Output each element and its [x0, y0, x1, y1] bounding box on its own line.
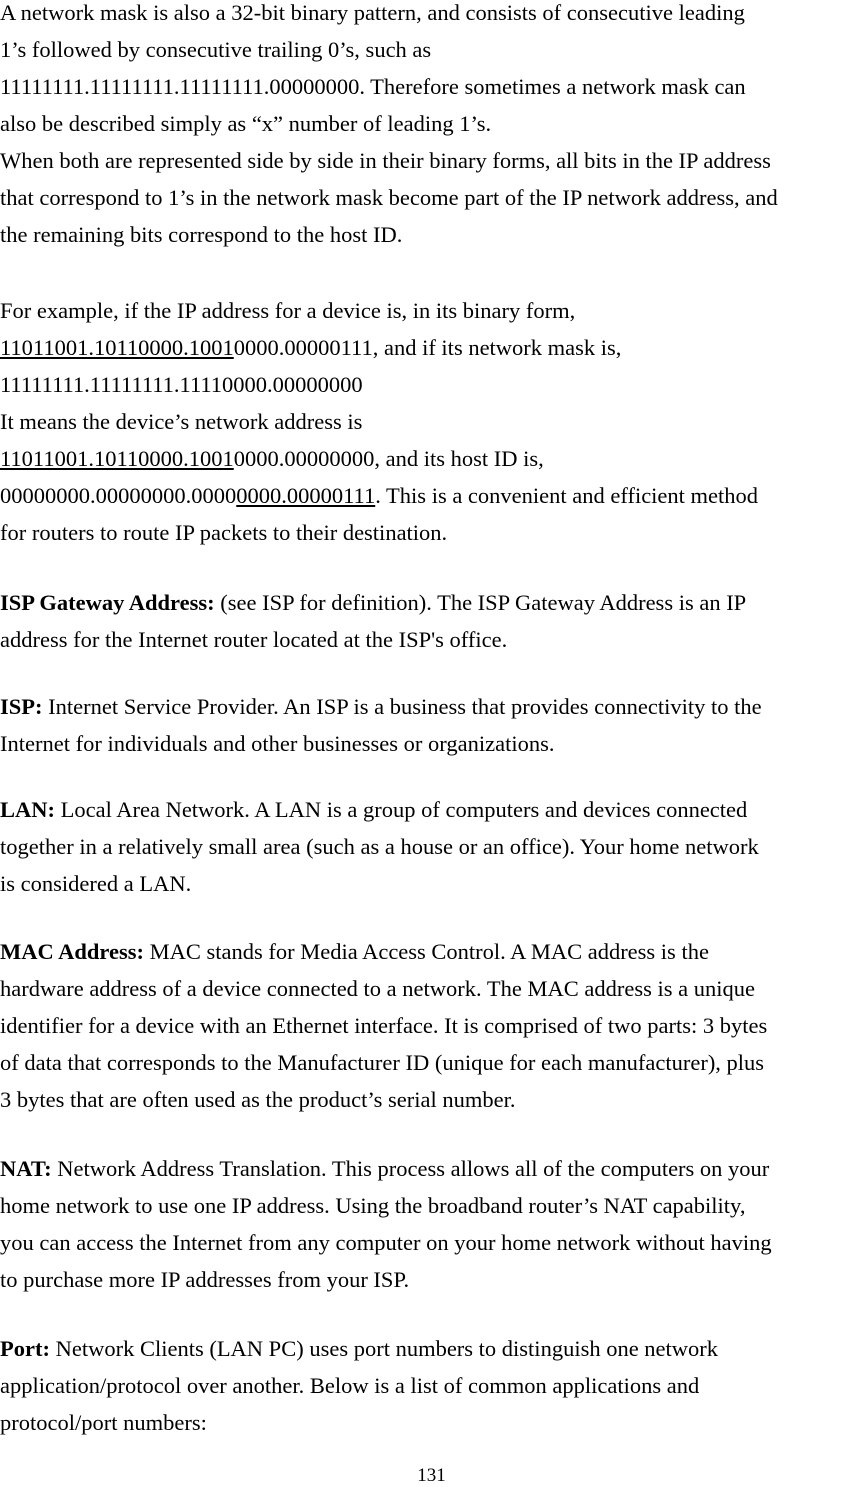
- definition-text: protocol/port numbers:: [0, 1410, 207, 1435]
- text-line: also be described simply as “x” number of leading 1’s.: [0, 111, 492, 136]
- definition-term: Port:: [0, 1336, 50, 1361]
- ip-remaining-bits: 0000.00000111, and if its network mask is,: [233, 335, 622, 360]
- definition-first-line: [0, 1150, 863, 1187]
- definition-term: NAT:: [0, 1156, 52, 1181]
- definition-text: MAC stands for Media Access Control. A MAC address is the: [143, 939, 709, 964]
- text-line: that correspond to 1’s in the network mask become part of the IP network address, and: [0, 185, 778, 210]
- definition-mac-address: [0, 933, 863, 1118]
- definition-first-line: [0, 584, 863, 621]
- definition-text: to purchase more IP addresses from your ISP.: [0, 1267, 410, 1292]
- definition-text: home network to use one IP address. Using the broadband router’s NAT capability,: [0, 1193, 746, 1218]
- definition-text: hardware address of a device connected to a network. The MAC address is a unique: [0, 976, 755, 1001]
- definition-text: Local Area Network. A LAN is a group of computers and devices connected: [55, 797, 748, 822]
- definition-text: Network Clients (LAN PC) uses port numbers to distinguish one network: [49, 1336, 719, 1361]
- definition-first-line: [0, 933, 863, 970]
- definition-text: (see ISP for definition). The ISP Gateway Address is an IP: [214, 590, 747, 615]
- network-address-line: [0, 440, 863, 477]
- definition-text: address for the Internet router located at the ISP's office.: [0, 627, 508, 652]
- definition-term: LAN:: [0, 797, 55, 822]
- text-line: For example, if the IP address for a device is, in its binary form,: [0, 298, 576, 323]
- text-line: A network mask is also a 32-bit binary pattern, and consists of consecutive leading: [0, 0, 745, 25]
- host-id-leading-bits: 00000000.00000000.0000: [0, 483, 237, 508]
- definition-term: MAC Address:: [0, 939, 144, 964]
- definition-text: 3 bytes that are often used as the product’s serial number.: [0, 1087, 516, 1112]
- definition-text: of data that corresponds to the Manufacturer ID (unique for each manufacturer), plus: [0, 1050, 765, 1075]
- definition-nat: [0, 1150, 863, 1298]
- text-line: It means the device’s network address is: [0, 409, 363, 434]
- definition-first-line: [0, 1330, 863, 1367]
- text-line: for routers to route IP packets to their destination.: [0, 520, 448, 545]
- text-line: the remaining bits correspond to the host ID.: [0, 222, 403, 247]
- definition-text: Internet Service Provider. An ISP is a business that provides connectivity to the: [42, 694, 762, 719]
- definition-first-line: [0, 688, 863, 725]
- network-mask-paragraph: [0, 0, 863, 253]
- host-id-line: [0, 477, 863, 514]
- definition-term: ISP:: [0, 694, 43, 719]
- network-address-bits: 11011001.10110000.1001: [0, 446, 234, 471]
- definition-text: Internet for individuals and other businesses or organizations.: [0, 731, 555, 756]
- definition-text: Network Address Translation. This process allows all of the computers on your: [51, 1156, 770, 1181]
- host-id-bits: 0000.00000111: [236, 483, 376, 508]
- definition-isp: [0, 688, 863, 762]
- text-line: 1’s followed by consecutive trailing 0’s, such as: [0, 37, 432, 62]
- example-paragraph: [0, 292, 863, 551]
- definition-term: ISP Gateway Address:: [0, 590, 215, 615]
- network-address-rest: 0000.00000000, and its host ID is,: [233, 446, 544, 471]
- definition-first-line: [0, 791, 863, 828]
- definition-lan: [0, 791, 863, 902]
- definition-text: you can access the Internet from any computer on your home network without having: [0, 1230, 772, 1255]
- definition-text: identifier for a device with an Ethernet interface. It is comprised of two parts: 3 bytes: [0, 1013, 768, 1038]
- host-id-rest: . This is a convenient and efficient method: [375, 483, 759, 508]
- definition-text: is considered a LAN.: [0, 871, 192, 896]
- text-line: 11111111.11111111.11111111.00000000. Therefore sometimes a network mask can: [0, 74, 746, 99]
- ip-address-line: [0, 329, 863, 366]
- definition-port: [0, 1330, 863, 1441]
- ip-network-bits: 11011001.10110000.1001: [0, 335, 234, 360]
- network-mask-value: 11111111.11111111.11110000.00000000: [0, 372, 363, 397]
- page-number: 131: [417, 1465, 446, 1486]
- definition-text: application/protocol over another. Below is a list of common applications and: [0, 1373, 700, 1398]
- text-line: When both are represented side by side in their binary forms, all bits in the IP address: [0, 148, 771, 173]
- definition-text: together in a relatively small area (such as a house or an office). Your home network: [0, 834, 759, 859]
- definition-isp-gateway-address: [0, 584, 863, 658]
